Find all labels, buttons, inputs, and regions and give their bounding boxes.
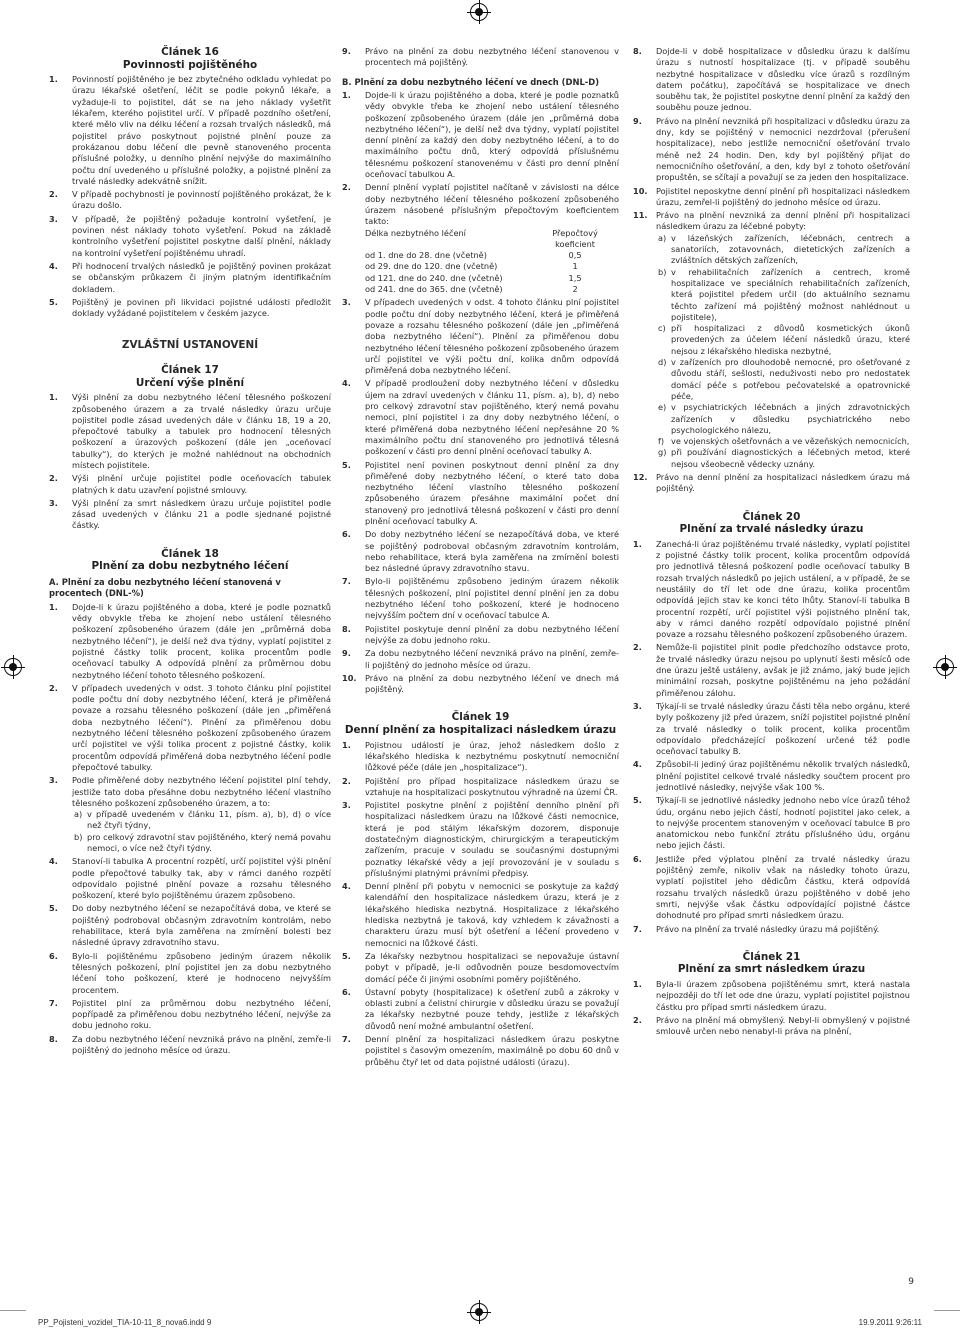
column-right: [633, 46, 910, 1040]
paragraph: 8. Dojde-li v době hospitalizace v důsledku úrazu k dalšímu úrazu s nutností hospitalizace (tj. v případě souběhu nezbytné hospitalizace v důsledku více úrazů s rozdílným datem počátku), započítává se hospitalizace ve dnech souběhu tak, že pojistitel poskytne denní plnění za každý den souběhu pouze jednou.: [633, 46, 910, 113]
list-item: g) při používání diagnostických a léčebných metod, které nejsou všeobecně vědecky uznány.: [658, 447, 910, 469]
crop-mark: [0, 1310, 26, 1311]
registration-mark-top: [470, 3, 488, 21]
list-item: c) při hospitalizaci z důvodů kosmetických úkonů provedených za účelem léčení následků úrazu, které nejsou z lékařského hlediska nezbytné,: [658, 323, 910, 356]
list-item: b) v rehabilitačních zařízeních a centrech, kromě hospitalizace ve speciálních rehabilitačních zařízeních, která pojistitel předem určil (do aktuálního seznamu těchto zařízení má pojištěný možnost nahlédnout u pojistitele),: [658, 266, 910, 322]
subsection-heading: A. Plnění za dobu nezbytného léčení stanovená v procentech (DNL-%): [49, 576, 281, 599]
list-item: d) v zařízeních pro dlouhodobě nemocné, pro ošetřované z důvodu stáří, sešlosti, neduživosti nebo pro nedostatek domácí péče s potřebou pečovatelské a opatrovnické péče,: [658, 357, 910, 401]
paragraph: 2. Výši plnění určuje pojistitel podle oceňovacích tabulek platných k datu uzavření pojistné smlouvy.: [49, 473, 331, 495]
list-item: a) v lázeňských zařízeních, léčebnách, centrech a sanatoriích, zotavovnách, dietetických zařízeních a zvláštních dětských zařízeních,: [658, 232, 910, 266]
paragraph: 7. Denní plnění za hospitalizaci následkem úrazu poskytne pojistitel s časovým omezením, maximálně po dobu 60 dnů v průběhu čtyř let od data pojistné události (úrazu).: [342, 1034, 619, 1067]
registration-mark-left: [4, 658, 22, 676]
paragraph: 6. Do doby nezbytného léčení se nezapočítává doba, ve které se pojištěný podroboval občasným zdravotním kontrolám, nebo rehabilitace, která byla zaměřena na zmírnění bolesti bez následné úpravy zdravotního stavu.: [342, 529, 619, 574]
table-header: Délka nezbytného léčení Přepočtový koeficient: [365, 227, 598, 249]
list-item: a) v případě uvedeném v článku 11, písm. a), b), d) o více než čtyři týdny,: [74, 809, 331, 831]
paragraph: 3. Týkají-li se trvalé následky úrazu části těla nebo orgánu, které byly poškozeny již před úrazem, sníží pojistitel pojistné plnění za trvalé následky o tolik procent, kolika procentům odpovídalo předcházející poškození určené též podle oceňovací tabulky B.: [633, 700, 910, 757]
paragraph: 3. Pojistitel poskytne plnění z pojištění denního plnění při hospitalizaci následkem úrazu na lůžkové části nemocnice, která je pod stálým lékařským dozorem, disponuje dostatečným diagnostickým, chirurgickým a terapeutickým zařízením, pracuje v souladu se současnými dostupnými poznatky lékařské vědy a její provozování je v souladu s příslušnými platnými právními předpisy.: [342, 800, 619, 878]
coefficient-table: [365, 228, 619, 296]
paragraph: 5. Za lékařsky nezbytnou hospitalizaci se nepovažuje ústavní pobyt v případě, je-li odůvodněn pouze besdomovectvím domácí péče či jinými osobními poměry pojištěného.: [342, 950, 619, 984]
paragraph: 4. V případě prodloužení doby nezbytného léčení v důsledku újem na zdraví uvedených v článku 11, písm. a), b), d) nebo pro celkový zdravotní stav pojištěného, který nemá povahu nemoci, plní pojistitel i za dny doby nezbytného léčení, o které přiměřená doba nezbytného léčení nepřesáhne 20 % maximálního počtu dní stanoveného pro jednotlivá tělesná poškození v části pro denní plnění oceňovací tabulky A.: [342, 378, 619, 457]
subsection-heading: B. Plnění za dobu nezbytného léčení ve dnech (DNL-D): [342, 76, 600, 87]
paragraph: 7. Právo na plnění za trvalé následky úrazu má pojištěný.: [633, 923, 880, 934]
article-number: Článek 21: [742, 950, 801, 963]
paragraph: 7. Pojistitel plní za průměrnou dobu nezbytného léčení, popřípadě za přiměřenou dobu nezbytného léčení, nejvýše za dobu jednoho roku.: [49, 997, 331, 1031]
paragraph: 6. Jestliže před výplatou plnění za trvalé následky úrazu pojištěný zemře, nikoliv však na následky tohoto úrazu, vyplatí pojistitel jeho dědicům částku, která odpovídá rozsahu trvalých následků úrazu pojištěného v době jeho smrti, nejvýše však částku odpovídající pojistné částce dohodnuté pro případ smrti následkem úrazu.: [633, 853, 910, 921]
paragraph: 6. Bylo-li pojištěnému způsobeno jediným úrazem několik tělesných poškození, plní pojistitel jen za dobu nezbytného léčení toho poškození, které je hodnoceno nejvyšším procentem.: [49, 950, 331, 995]
crop-mark: [934, 1310, 960, 1311]
article-number: Článek 20: [742, 510, 801, 523]
article-number: Článek 19: [451, 711, 510, 724]
article-number: Článek 18: [161, 547, 219, 560]
paragraph: 4. Stanoví-li tabulka A procentní rozpětí, určí pojistitel výši plnění podle přepočtové tabulky tak, aby v rámci daného rozpětí odpovídalo pojistné plnění povaze a rozsahu tělesného poškození, které bylo pojištěnému úrazem způsobeno.: [49, 856, 331, 901]
paragraph: 7. Bylo-li pojištěnému způsobeno jediným úrazem několik tělesných poškození, plní pojistitel denní plnění jen za dobu nezbytného léčení toho poškození, které je hodnoceno nejvyšším počtem dní v oceňovací tabulce A.: [342, 576, 619, 621]
column-left: [49, 46, 331, 1058]
paragraph: 1. Povinností pojištěného je bez zbytečného odkladu vyhledat po úrazu lékařské ošetření, léčit se podle pokynů lékaře, a vyžaduje-li to pojistitel, dát se na jeho náklady vyšetřit lékařem, kterého pojistitel určí. V případě pozdního ošetření, které mělo vliv na délku léčení a rozsah trvalých následků, má pojistitel právo poskytnout pojistné plnění pouze za prokázanou dobu léčení dle pevně stanoveného procenta příslušné položky, u denního plnění nejvýše do maximálního počtu dní uvedeného u příslušné položky, a pojistné plnění za trvalé následky adekvátně snížit.: [49, 74, 331, 186]
print-slug-timestamp: 19.9.2011 9:26:11: [858, 1318, 922, 1327]
paragraph: 3. Výši plnění za smrt následkem úrazu určuje pojistitel podle zásad uvedených v článku 21 a podle sjednané pojistné částky.: [49, 497, 331, 531]
article-title: Povinnosti pojištěného: [122, 58, 258, 71]
paragraph: 2. Právo na plnění má obmyšlený. Nebyl-li obmyšlený v pojistné smlouvě určen nebo nenabyl-li práva na plnění,: [633, 1014, 910, 1037]
paragraph: 3. V případě, že pojištěný požaduje kontrolní vyšetření, je povinen nést náklady tohoto vyšetření. Pokud na základě kontrolního vyšetření pojistitel poskytne další plnění, náklady na kontrolní vyšetření pojištěnému uhradí.: [49, 213, 331, 258]
paragraph: 9. Právo na plnění za dobu nezbytného léčení stanovenou v procentech má pojištěný.: [342, 46, 619, 68]
paragraph: 1. Dojde-li k úrazu pojištěného a doba, které je podle poznatků vědy obvykle třeba ke zhojení nebo ustálení tělesného poškození způsobeného úrazem (dále jen „průměrná doba nezbytného léčení“), je delší než dva týdny, vyplatí pojistitel denní plnění za každý den doby nezbytného léčení, a to do maximálního počtu dnů, který odpovídá příslušnému tělesnému poškození stanovenému v části pro denní plnění oceňovací tabulkou A.: [342, 90, 619, 180]
paragraph: 1. Pojistnou událostí je úraz, jehož následkem došlo z lékařského hlediska k nezbytnému poskytnutí nemocniční lůžkové péče (dále jen „hospitalizace“).: [342, 739, 619, 773]
section-heading: ZVLÁŠTNÍ USTANOVENÍ: [121, 339, 259, 352]
paragraph: 2. V případě pochybností je povinností pojištěného prokázat, že k úrazu došlo.: [49, 189, 331, 211]
paragraph: 2. Pojištění pro případ hospitalizace následkem úrazu se vztahuje na hospitalizaci poskytnutou výhradně na území ČR.: [342, 775, 619, 797]
table-row: od 1. dne do 28. dne (včetně) 0,5: [365, 250, 582, 261]
table-row: od 29. dne do 120. dne (včetně) 1: [365, 261, 578, 272]
article-title: Plnění za smrt následkem úrazu: [677, 963, 866, 976]
print-slug-filename: PP_Pojisteni_vozidel_TIA-10-11_8_nova6.indd 9: [38, 1318, 212, 1327]
registration-mark-bottom: [470, 1303, 488, 1321]
list-item: f) ve vojenských ošetřovnách a ve vězeňských nemocnicích,: [658, 436, 910, 447]
list-item: e) v psychiatrických léčebnách a jiných zdravotnických zařízeních v důsledku psychiatrického nebo psychologického nálezu,: [658, 402, 910, 435]
paragraph: 8. Za dobu nezbytného léčení nevzniká právo na plnění, zemře-li pojištěný do jednoho měsíce od úrazu.: [49, 1033, 331, 1056]
paragraph: 5. Pojištěný je povinen při likvidaci pojistné události předložit doklady vyžádané pojistitelem v českém jazyce.: [49, 296, 331, 319]
paragraph: 5. Pojistitel není povinen poskytnout denní plnění za dny přiměřené doby nezbytného léčení, o které tato doba nezbytného léčení vlastního tělesného poškození způsobeného úrazem přesáhne maximální počet dní stanovený pro jednotlivá tělesná poškození v části pro denní plnění oceňovací tabulky A.: [342, 459, 619, 526]
paragraph: 9. Právo na plnění nevzniká při hospitalizaci v důsledku úrazu za dny, kdy se pojištěný v nemocnici nezdržoval (přerušení hospitalizace), nebo jestliže nemocniční ošetřování trvalo méně než 24 hodin. Den, kdy byl pojištěný přijat do nemocničního ošetřování, a den, kdy byl z tohoto ošetřování propuštěn, se sčítají a považují se za jeden den hospitalizace.: [633, 115, 910, 183]
paragraph: 3. Podle přiměřené doby nezbytného léčení pojistitel plní tehdy, jestliže tato doba přesáhne dobu nezbytného léčení vlastního tělesného poškození způsobeného úrazem, a to: a) v případě uvedeném v článku 11, písm. a), b), d) o více než čtyři týdny, b) pro celkový zdravotní stav pojištěného, který nemá povahu nemoci, o více než čtyři týdny.: [49, 775, 331, 853]
paragraph: 2. V případech uvedených v odst. 3 tohoto článku plní pojistitel podle počtu dní doby nezbytného léčení, která je přiměřená povaze a rozsahu tělesného poškození (dále jen „přiměřená doba nezbytného léčení“). Plnění za přiměřenou dobu nezbytného léčení tělesného poškození způsobeného úrazem určí pojistitel ve výši tolika procent z pojistné částky, kolik procentům odpovídá přiměřená doba nezbytného léčení podle přepočtové tabulky.: [49, 682, 331, 772]
article-title: Plnění za dobu nezbytného léčení: [91, 560, 289, 573]
table-row: od 241. dne do 365. dne (včetně) 2: [365, 284, 578, 295]
list-item: b) pro celkový zdravotní stav pojištěného, který nemá povahu nemoci, o více než čtyři týdny.: [74, 831, 331, 853]
paragraph: 1. Byla-li úrazem způsobena pojištěnému smrt, která nastala nejpozději do tří let ode dne úrazu, vyplatí pojistitel pojistnou částku pro případ smrti následkem úrazu.: [633, 979, 910, 1012]
article-title: Denní plnění za hospitalizaci následkem úrazu: [344, 724, 617, 737]
paragraph: 1. Zanechá-li úraz pojištěnému trvalé následky, vyplatí pojistitel z pojistné částky tolik procent, kolika procentům odpovídá pro jednotlivá tělesná poškození podle oceňovací tabulky B rozsah trvalých následků po jejich ustálení, a v případě, že se neustálily do tří let ode dne úrazu, kolika procentům odpovídá jejich stav ke konci této lhůty. Stanoví-li tabulka B procentní rozpětí, určí pojistitel výši pojistného plnění tak, aby v rámci daného rozpětí odpovídalo pojistné plnění povaze a rozsahu tělesného poškození způsobeného úrazem.: [633, 538, 910, 640]
paragraph: 12. Právo na denní plnění za hospitalizaci následkem úrazu má pojištěný.: [633, 471, 910, 494]
paragraph: 1. Výši plnění za dobu nezbytného léčení tělesného poškození způsobeného úrazem a za trvalé následky úrazu určuje pojistitel podle zásad uvedených dále v článku 18, 19 a 20, přepočtové tabulky a tabulek pro hodnocení tělesných poškození a úrazových poškození (dále jen „oceňovací tabulky“), do kterých je možné nahlédnout na obchodních místech pojistitele.: [49, 392, 331, 470]
paragraph: 3. V případech uvedených v odst. 4 tohoto článku plní pojistitel podle počtu dní doby nezbytného léčení, která je přiměřená povaze a rozsahu tělesného poškození (dále jen „přiměřená doba nezbytného léčení“). Plnění za přiměřenou dobu nezbytného léčení tělesného poškození způsobeného úrazem určí pojistitel ve výši počtu dní, kolika dnům odpovídá přiměřená doba nezbytného léčení.: [342, 297, 619, 376]
paragraph: 10. Právo na plnění za dobu nezbytného léčení ve dnech má pojištěný.: [342, 672, 619, 695]
article-title: Určení výše plnění: [135, 376, 245, 389]
paragraph: 10. Pojistitel neposkytne denní plnění při hospitalizaci následkem úrazu, zemřel-li pojištěný do jednoho měsíce od úrazu.: [633, 185, 910, 207]
paragraph: 4. Způsobil-li jediný úraz pojištěnému několik trvalých následků, plnění pojistitel celkové trvalé následky součtem procent pro jednotlivé následky, nejvýše však 100 %.: [633, 759, 910, 792]
registration-mark-right: [936, 658, 954, 676]
paragraph: 2. Nemůže-li pojistitel plnit podle předchozího odstavce proto, že trvalé následky úrazu nejsou po uplynutí šesti měsíců ode dne úrazu ještě ustáleny, avšak je již známo, jaký bude jejich minimální rozsah, poskytne pojištěnému na jeho požádání přiměřenou zálohu.: [633, 642, 910, 698]
paragraph: 2. Denní plnění vyplatí pojistitel načítaně v závislosti na délce doby nezbytného léčení tělesného poškození způsobeného úrazem násobené příslušným přepočtovým koeficientem takto: Délka nezbytného léčení Přepočtový koeficient od 1. dne do 28. dne (včetně) 0,5 od 29. dne do 120. dne (včetně) 1 od 121. dne do 240. dne (včetně) 1,5 od 241. dne do 365. dne (včetně) 2: [342, 182, 619, 295]
column-middle: [342, 46, 619, 1070]
paragraph: 5. Do doby nezbytného léčení se nezapočítává doba, ve které se pojištěný podroboval občasným zdravotním kontrolám, nebo rehabilitace, která byla zaměřena na zmírnění bolesti bez následné úpravy zdravotního stavu.: [49, 903, 331, 948]
paragraph: 1. Dojde-li k úrazu pojištěného a doba, které je podle poznatků vědy obvykle třeba ke zhojení nebo ustálení tělesného poškození způsobeného úrazem (dále jen „průměrná doba nezbytného léčení“), je delší než dva týdny, vyplatí pojistitel z pojistné částky tolik procent, kolika procentům podle oceňovací tabulky A odpovídá plnění za průměrnou dobu nezbytného léčení tohoto tělesného poškození.: [49, 601, 331, 680]
paragraph: 8. Pojistitel poskytuje denní plnění za dobu nezbytného léčení nejvýše za dobu jednoho roku.: [342, 623, 619, 645]
article-number: Článek 16: [161, 46, 219, 58]
paragraph: 11. Právo na plnění nevzniká za denní plnění při hospitalizaci následkem úrazu za léčebné pobyty: a) v lázeňských zařízeních, léčebnách, centrech a sanatoriích, zotavovnách, dietetických zařízeních a zvláštních dětských zařízeních, b) v rehabilitačních zařízeních a centrech, kromě hospitalizace ve speciálních rehabilitačních zařízeních, která pojistitel předem určil (do aktuálního seznamu těchto zařízení má pojištěný možnost nahlédnout u pojistitele), c) při hospitalizaci z důvodů kosmetických úkonů provedených za účelem léčení následků úrazu, které nejsou z lékařského hlediska nezbytné, d) v zařízeních pro dlouhodobě nemocné, pro ošetřované z důvodu stáří, sešlosti, neduživosti nebo pro nedostatek domácí péče s potřebou pečovatelské a opatrovnické péče, e) v psychiatrických léčebnách a jiných zdravotnických zařízeních v důsledku psychiatrického nebo psychologického nálezu, f) ve vojenských ošetřovnách a ve vězeňských nemocnicích, g) při používání diagnostických a léčebných metod, které nejsou všeobecně vědecky uznány.: [633, 210, 910, 469]
table-row: od 121. dne do 240. dne (včetně) 1,5: [365, 272, 582, 283]
paragraph: 4. Denní plnění při pobytu v nemocnici se poskytuje za každý kalendářní den hospitalizace následkem úrazu, která je z lékařského hlediska nezbytná. Hospitalizace z lékařského hlediska nezbytná je taková, kdy vzhledem k závažnosti a charakteru úrazu musí být ošetření a léčení provedeno v nemocnici na lůžkové části.: [342, 881, 619, 948]
paragraph: 6. Ústavní pobyty (hospitalizace) k ošetření zubů a zákroky v oblasti zubní a čelistní chirurgie v důsledku úrazu se považují za lékařsky nezbytné pouze tehdy, jestliže z lékařských důvodů není možné ambulantní ošetření.: [342, 986, 619, 1031]
article-number: Článek 17: [161, 364, 219, 377]
paragraph: 5. Týkají-li se jednotlivé následky jednoho nebo více úrazů téhož údu, orgánu nebo jejich částí, hodnotí pojistitel jako celek, a to nejvýše procentem stanoveným v oceňovací tabulce B pro anatomickou nebo funkční ztrátu příslušného údu, orgánu nebo jejich části.: [633, 795, 910, 851]
article-title: Plnění za trvalé následky úrazu: [679, 523, 864, 536]
paragraph: 9. Za dobu nezbytného léčení nevzniká právo na plnění, zemře-li pojištěný do jednoho měsíce od úrazu.: [342, 648, 619, 670]
paragraph: 4. Při hodnocení trvalých následků je pojištěný povinen prokázat se občanským průkazem či jiným platným identifikačním dokladem.: [49, 260, 331, 294]
page-number: 9: [908, 1277, 914, 1287]
